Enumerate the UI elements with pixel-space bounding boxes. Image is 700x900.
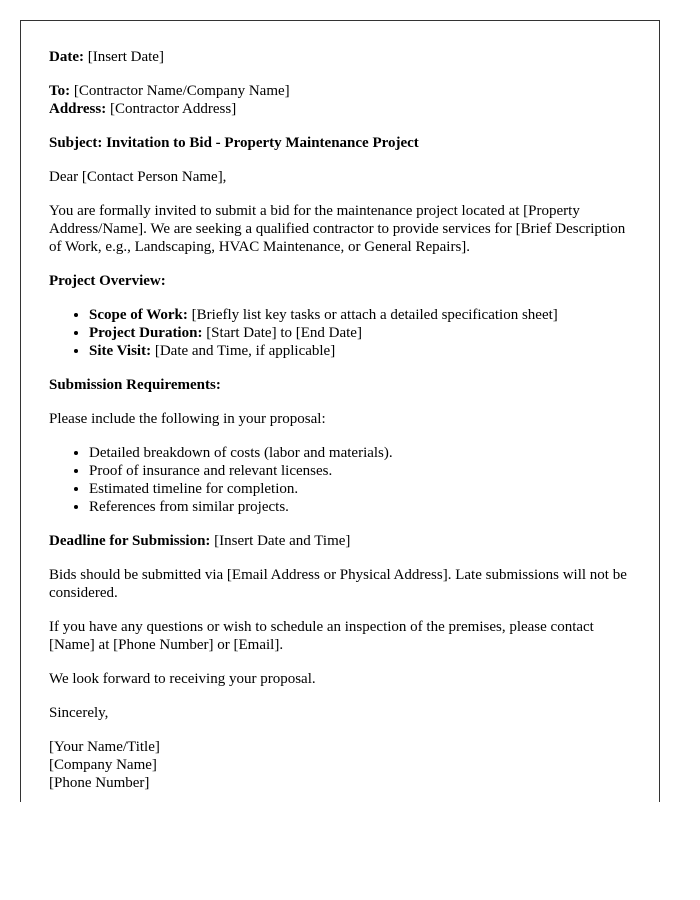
requirements-list	[49, 444, 631, 516]
signature-name-title: [Your Name/Title]	[49, 739, 160, 755]
address-value: [Contractor Address]	[109, 101, 237, 117]
recipient-block	[49, 82, 631, 118]
signature-company: [Company Name]	[49, 757, 157, 773]
to-value: [Contractor Name/Company Name]	[73, 83, 290, 99]
subject-line	[49, 134, 631, 152]
requirement-item: • Estimated timeline for completion.	[89, 480, 631, 498]
subject-text: Subject: Invitation to Bid - Property Maintenance Project	[49, 135, 419, 151]
overview-item-label: Project Duration:	[89, 325, 203, 341]
deadline-line	[49, 532, 631, 550]
overview-item-value: [Date and Time, if applicable]	[154, 343, 336, 359]
overview-heading	[49, 272, 631, 290]
requirement-item: • References from similar projects.	[89, 498, 631, 516]
signature-block	[49, 738, 631, 792]
closing-line: We look forward to receiving your proposal.	[49, 671, 316, 687]
overview-item-value: [Briefly list key tasks or attach a detailed specification sheet]	[191, 307, 558, 323]
overview-heading-text: Project Overview:	[49, 273, 166, 289]
overview-item-duration	[89, 324, 631, 342]
overview-item-label: Scope of Work:	[89, 307, 188, 323]
signature-phone: [Phone Number]	[49, 775, 150, 791]
overview-item-site-visit	[89, 342, 631, 360]
requirements-heading	[49, 376, 631, 394]
overview-item-label: Site Visit:	[89, 343, 152, 359]
deadline-label: Deadline for Submission:	[49, 533, 211, 549]
deadline-value: [Insert Date and Time]	[214, 533, 351, 549]
to-label: To:	[49, 83, 71, 99]
requirements-heading-text: Submission Requirements:	[49, 377, 221, 393]
requirements-intro: Please include the following in your proposal:	[49, 411, 326, 427]
salutation: Dear [Contact Person Name],	[49, 169, 227, 185]
date-line	[49, 48, 631, 66]
letter-document	[20, 20, 660, 802]
overview-item-scope	[89, 306, 631, 324]
overview-item-value: [Start Date] to [End Date]	[206, 325, 362, 341]
contact-note: If you have any questions or wish to schedule an inspection of the premises, please contact [Name] at [Phone Number] or [Email].	[49, 619, 594, 653]
intro-paragraph: You are formally invited to submit a bid for the maintenance project located at [Property Address/Name]. We are seeking a qualified contractor to provide services for [Brief Description of Work, e.g., Landscaping, HVAC Maintenance, or General Repairs].	[49, 203, 626, 255]
date-label: Date:	[49, 49, 84, 65]
requirement-item: • Proof of insurance and relevant licenses.	[89, 462, 631, 480]
requirement-item: • Detailed breakdown of costs (labor and materials).	[89, 444, 631, 462]
date-value: [Insert Date]	[87, 49, 164, 65]
signoff: Sincerely,	[49, 705, 109, 721]
submission-note: Bids should be submitted via [Email Address or Physical Address]. Late submissions will not be considered.	[49, 567, 627, 601]
address-label: Address:	[49, 101, 107, 117]
overview-list	[49, 306, 631, 360]
